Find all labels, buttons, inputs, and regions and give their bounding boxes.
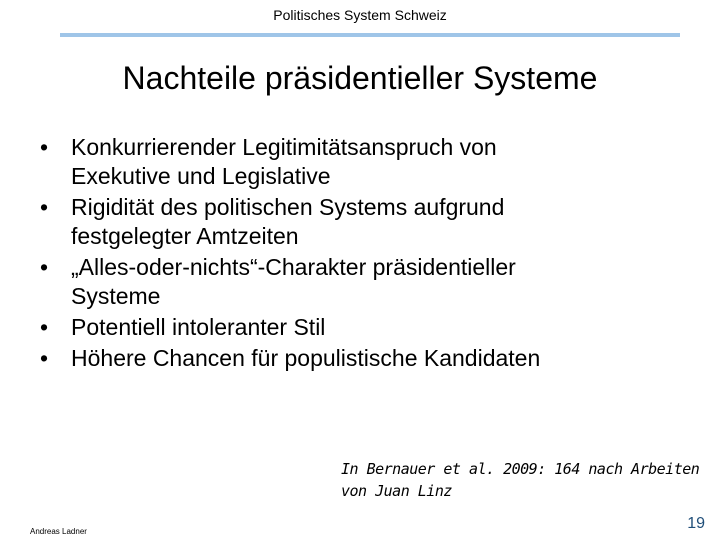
header-divider xyxy=(60,33,680,37)
bullet-icon: • xyxy=(40,314,49,340)
bullet-icon: • xyxy=(40,345,49,371)
header-title: Politisches System Schweiz xyxy=(273,7,447,23)
bullet-icon: • xyxy=(40,194,49,220)
bullet-text-line: Konkurrierender Legitimitätsanspruch von xyxy=(71,134,497,160)
bullet-item xyxy=(40,313,680,342)
citation-line: von Juan Linz xyxy=(341,482,452,500)
bullet-icon: • xyxy=(40,254,49,280)
bullet-text-line: Rigidität des politischen Systems aufgrund xyxy=(71,194,505,220)
bullet-item xyxy=(40,253,680,311)
bullet-list xyxy=(40,133,680,375)
bullet-text-line: festgelegter Amtzeiten xyxy=(71,223,299,249)
bullet-icon: • xyxy=(40,134,49,160)
footer-author: Andreas Ladner xyxy=(30,527,87,536)
page-number: 19 xyxy=(687,515,705,532)
bullet-text-line: Höhere Chancen für populistische Kandidaten xyxy=(71,345,541,371)
bullet-text-line: „Alles-oder-nichts“-Charakter präsidentieller xyxy=(71,254,516,280)
bullet-item xyxy=(40,344,680,373)
bullet-item xyxy=(40,193,680,251)
bullet-text-line: Systeme xyxy=(71,283,161,309)
slide-title: Nachteile präsidentieller Systeme xyxy=(122,60,598,96)
citation xyxy=(341,458,701,502)
bullet-text-line: Potentiell intoleranter Stil xyxy=(71,314,326,340)
bullet-item xyxy=(40,133,680,191)
citation-line: In Bernauer et al. 2009: 164 nach Arbeiten xyxy=(341,460,700,478)
bullet-text-line: Exekutive und Legislative xyxy=(71,163,331,189)
